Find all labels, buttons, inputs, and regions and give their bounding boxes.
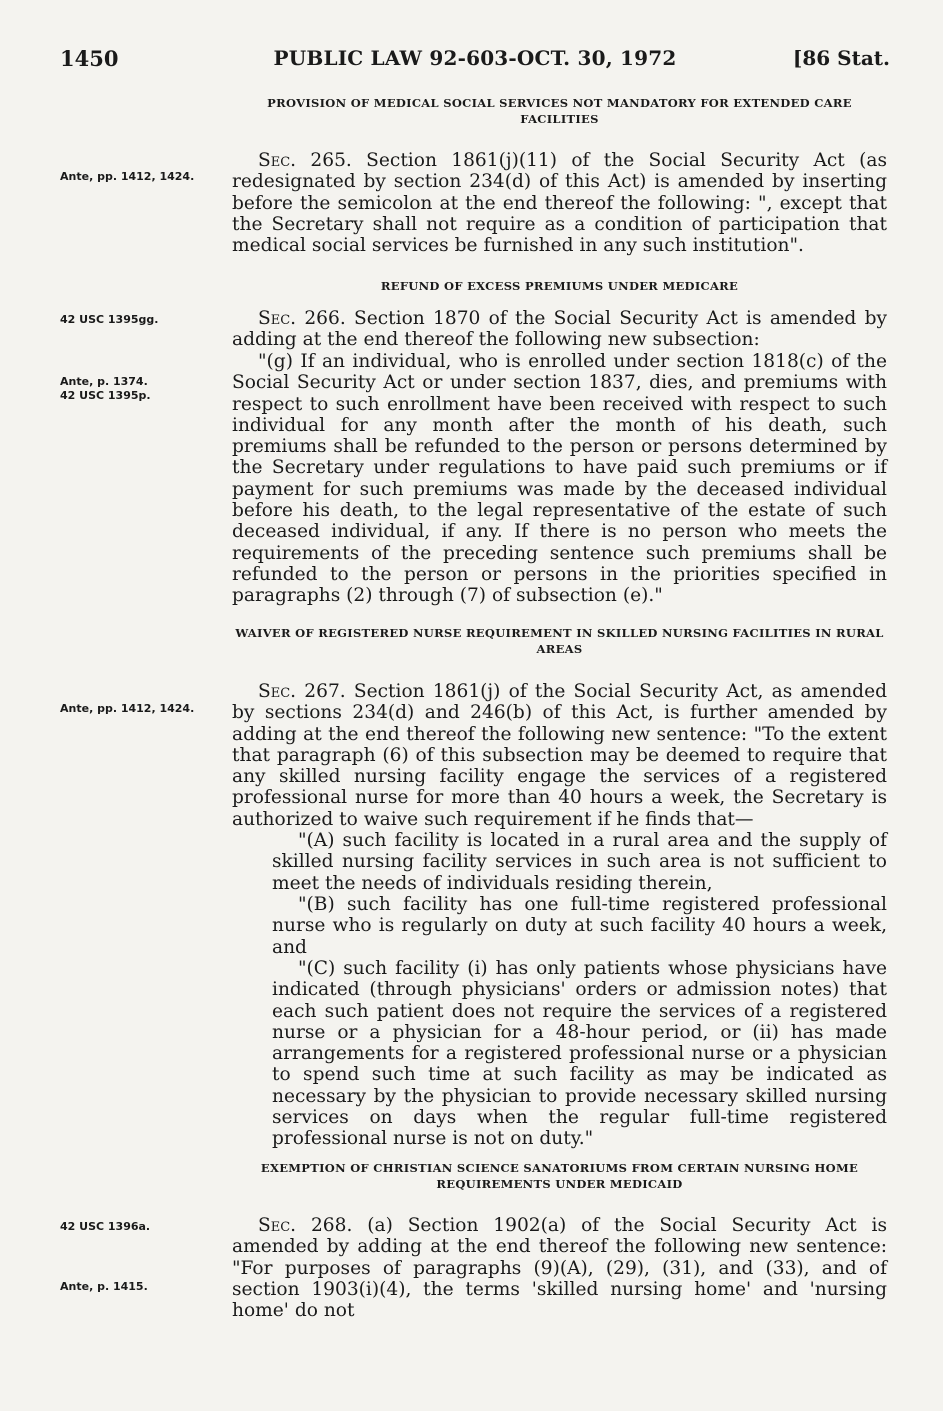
section-266-label: Sec. 266. bbox=[258, 308, 346, 329]
section-265-body: Section 1861(j)(11) of the Social Security Act (as redesignated by section 234(d) of this Act) is amended by inserting before the semicolon at the end thereof the following: ", except that the Secretary shall not require as a condition of participation that medical social services be furnished in any such institution". bbox=[232, 150, 887, 257]
section-267-item-c: "(C) such facility (i) has only patients whose physicians have indicated (through physicians' orders or admission notes) that each such patient does not require the services of a registered nurse or a physician for a 48-hour period, or (ii) has made arrangements for a registered professional nurse or a physician to spend such time at such facility as may be indicated as necessary by the physician to provide necessary skilled nursing services on days when the regular full-time registered professional nurse is not on duty." bbox=[272, 958, 887, 1150]
margin-note-ante-1374: Ante, p. 1374. bbox=[60, 375, 148, 388]
section-267-item-b: "(B) such facility has one full-time registered professional nurse who is regularly on duty at such facility 40 hours a week, and bbox=[272, 894, 887, 958]
section-266-text bbox=[232, 308, 887, 351]
section-266-heading: REFUND OF EXCESS PREMIUMS UNDER MEDICARE bbox=[380, 279, 739, 293]
section-268-body: (a) Section 1902(a) of the Social Security Act is amended by adding at the end thereof the following new sentence: "For purposes of paragraphs (9)(A), (29), (31), and (33), and of section 1903(i)(4), the terms 'skilled nursing home' and 'nursing home' do not bbox=[232, 1215, 887, 1322]
section-266-body: Section 1870 of the Social Security Act is amended by adding at the end thereof the following new subsection: bbox=[232, 308, 887, 351]
section-265-text bbox=[232, 150, 887, 256]
section-267-text bbox=[232, 681, 887, 830]
section-268-heading: EXEMPTION OF CHRISTIAN SCIENCE SANATORIUMS FROM CERTAIN NURSING HOME REQUIREMENTS UNDER MEDICAID bbox=[260, 1161, 859, 1191]
section-266-quote: "(g) If an individual, who is enrolled under section 1818(c) of the Social Security Act or under section 1837, dies, and premiums with respect to such enrollment have been received with respect to such individual for any month after the month of his death, such premiums shall be refunded to the person or persons determined by the Secretary under regulations to have paid such premiums or if payment for such premiums was made by the deceased individual before his death, to the legal representative of the estate of such deceased individual, if any. If there is no person who meets the requirements of the preceding sentence such premiums shall be refunded to the person or persons in the priorities specified in paragraphs (2) through (7) of subsection (e)." bbox=[232, 351, 887, 607]
section-267-heading: WAIVER OF REGISTERED NURSE REQUIREMENT IN SKILLED NURSING FACILITIES IN RURAL AREAS bbox=[235, 626, 884, 656]
section-267-body: Section 1861(j) of the Social Security Act, as amended by sections 234(d) and 246(b) of this Act, is further amended by adding at the end thereof the following new sentence: "To the extent that paragraph (6) of this subsection may be deemed to require that any skilled nursing facility engage the services of a registered professional nurse for more than 40 hours a week, the Secretary is authorized to waive such requirement if he finds that— bbox=[232, 681, 887, 830]
section-267-label: Sec. 267. bbox=[258, 681, 346, 702]
section-268-text bbox=[232, 1215, 887, 1321]
page-title: PUBLIC LAW 92-603-OCT. 30, 1972 bbox=[273, 46, 677, 70]
statute-volume: [86 Stat. bbox=[792, 46, 890, 70]
section-268-label: Sec. 268. bbox=[258, 1215, 353, 1236]
page-number: 1450 bbox=[60, 46, 119, 71]
section-267-item-a: "(A) such facility is located in a rural area and the supply of skilled nursing facility services in such area is not sufficient to meet the needs of individuals residing therein, bbox=[272, 830, 887, 894]
margin-note-usc-1395p: 42 USC 1395p. bbox=[60, 389, 151, 402]
margin-note-ante-1412-a: Ante, pp. 1412, 1424. bbox=[60, 170, 195, 183]
margin-note-ante-1415: Ante, p. 1415. bbox=[60, 1280, 148, 1293]
section-265-label: Sec. 265. bbox=[258, 150, 352, 171]
page-header bbox=[60, 40, 890, 80]
margin-note-usc-1395gg: 42 USC 1395gg. bbox=[60, 313, 159, 326]
section-265-heading: PROVISION OF MEDICAL SOCIAL SERVICES NOT MANDATORY FOR EXTENDED CARE FACILITIES bbox=[267, 96, 852, 126]
margin-note-usc-1396a: 42 USC 1396a. bbox=[60, 1220, 151, 1233]
margin-note-ante-1412-b: Ante, pp. 1412, 1424. bbox=[60, 702, 195, 715]
